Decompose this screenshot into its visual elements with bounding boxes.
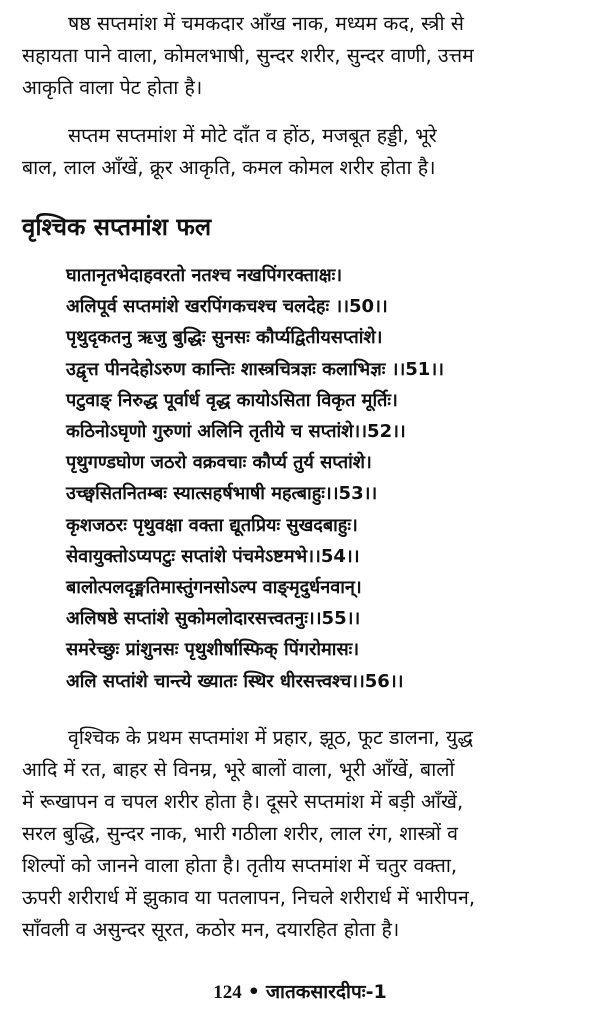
text-line: सप्तम सप्तमांश में मोटे दाँत व होंठ, मजबूत हड्डी, भूरे xyxy=(68,124,437,147)
verse-line: पृथुदृकतनु ऋजु बुद्धिः सुनसः कौर्प्यद्वितीयसप्तांशे। xyxy=(66,327,383,349)
verse-line: उच्छ्वसितनितम्बः स्यात्सहर्षभाषी महत्बाहुः।।53।। xyxy=(66,483,378,505)
verse-line: सेवायुक्तोऽप्यपटुः सप्तांशे पंचमेऽष्टमभे।।54।। xyxy=(66,545,360,567)
verse-line: पटुवाङ् निरुद्ध पूर्वार्ध वृद्ध कायोऽसिता विकृत मूर्तिः। xyxy=(66,389,398,411)
text-line: शिल्पों को जानने वाला होता है। तृतीय सप्तमांश में चतुर वक्ता, xyxy=(22,854,458,877)
verse-line: बालोत्पलदृङ्मतिमास्तुंगनसोऽल्प वाङ्मृदुर्धनवान्। xyxy=(66,577,362,599)
verse-line: पृथुगण्डघोण जठरो वक्रवचाः कौर्प्य तुर्य सप्तांशे। xyxy=(66,452,372,474)
footer-separator: • xyxy=(247,981,260,1003)
verse-line: कठिनोऽघृणो गुरुणां अलिनि तृतीये च सप्तांशे।।52।। xyxy=(66,421,406,443)
verse-line: कृशजठरः पृथुवक्षा वक्ता द्यूतप्रियः सुखदबाहुः। xyxy=(66,514,358,536)
sanskrit-verses xyxy=(66,260,566,697)
text-line: सरल बुद्धि, सुन्दर नाक, भारी गठीला शरीर, लाल रंग, शास्त्रों व xyxy=(22,822,458,845)
paragraph-scorpio-explanation xyxy=(22,722,582,946)
verse-line: अलिषष्ठे सप्तांशे सुकोमलोदारसत्त्वतनुः।।55।। xyxy=(66,608,361,630)
text-line: ऊपरी शरीरार्ध में झुकाव या पतलापन, निचले शरीरार्ध में भारीपन, xyxy=(22,886,476,909)
verse-line: घातानृतभेदाहवरतो नतश्च नखपिंगरक्ताक्षः। xyxy=(66,265,343,286)
verse-line: अलि सप्तांशे चान्त्ये ख्यातः स्थिर धीरसत्त्वश्च।।56।। xyxy=(66,670,404,692)
book-title: जातकसारदीपः-1 xyxy=(265,981,387,1003)
text-line: आदि में रत, बाहर से विनम्र, भूरे बालों वाला, भूरी आँखें, बालों xyxy=(22,758,455,781)
text-line: षष्ठ सप्तमांश में चमकदार आँख नाक, मध्यम कद, स्त्री से xyxy=(68,12,464,35)
text-line: वृश्चिक के प्रथम सप्तमांश में प्रहार, झूठ, फूट डालना, युद्ध xyxy=(68,726,473,749)
paragraph-sixth-saptamsha xyxy=(22,8,582,104)
verse-line: अलिपूर्व सप्तमांशे खरपिंगकचश्च चलदेहः ।।50।। xyxy=(66,296,388,318)
page-number: 124 xyxy=(213,982,242,1003)
text-line: सहायता पाने वाला, कोमलभाषी, सुन्दर शरीर, सुन्दर वाणी, उत्तम xyxy=(22,44,474,67)
text-line: बाल, लाल आँखें, क्रूर आकृति, कमल कोमल शरीर होता है। xyxy=(22,156,436,179)
text-line: साँवली व असुन्दर सूरत, कठोर मन, दयारहित होता है। xyxy=(22,918,400,941)
verse-line: समरेच्छुः प्रांशुनसः पृथुशीर्षास्फिक् पिंगरोमासः। xyxy=(66,639,360,661)
text-line: आकृति वाला पेट होता है। xyxy=(22,76,203,99)
verse-line: उद्वृत्त पीनदेहोऽरुण कान्तिः शास्त्रचित्रज्ञः कलाभिज्ञः ।।51।। xyxy=(66,358,444,380)
page-footer xyxy=(0,978,600,1004)
text-line: में रूखापन व चपल शरीर होता है। दूसरे सप्तमांश में बड़ी आँखें, xyxy=(22,790,464,813)
section-heading: वृश्चिक सप्तमांश फल xyxy=(22,213,212,241)
paragraph-seventh-saptamsha xyxy=(22,120,582,184)
